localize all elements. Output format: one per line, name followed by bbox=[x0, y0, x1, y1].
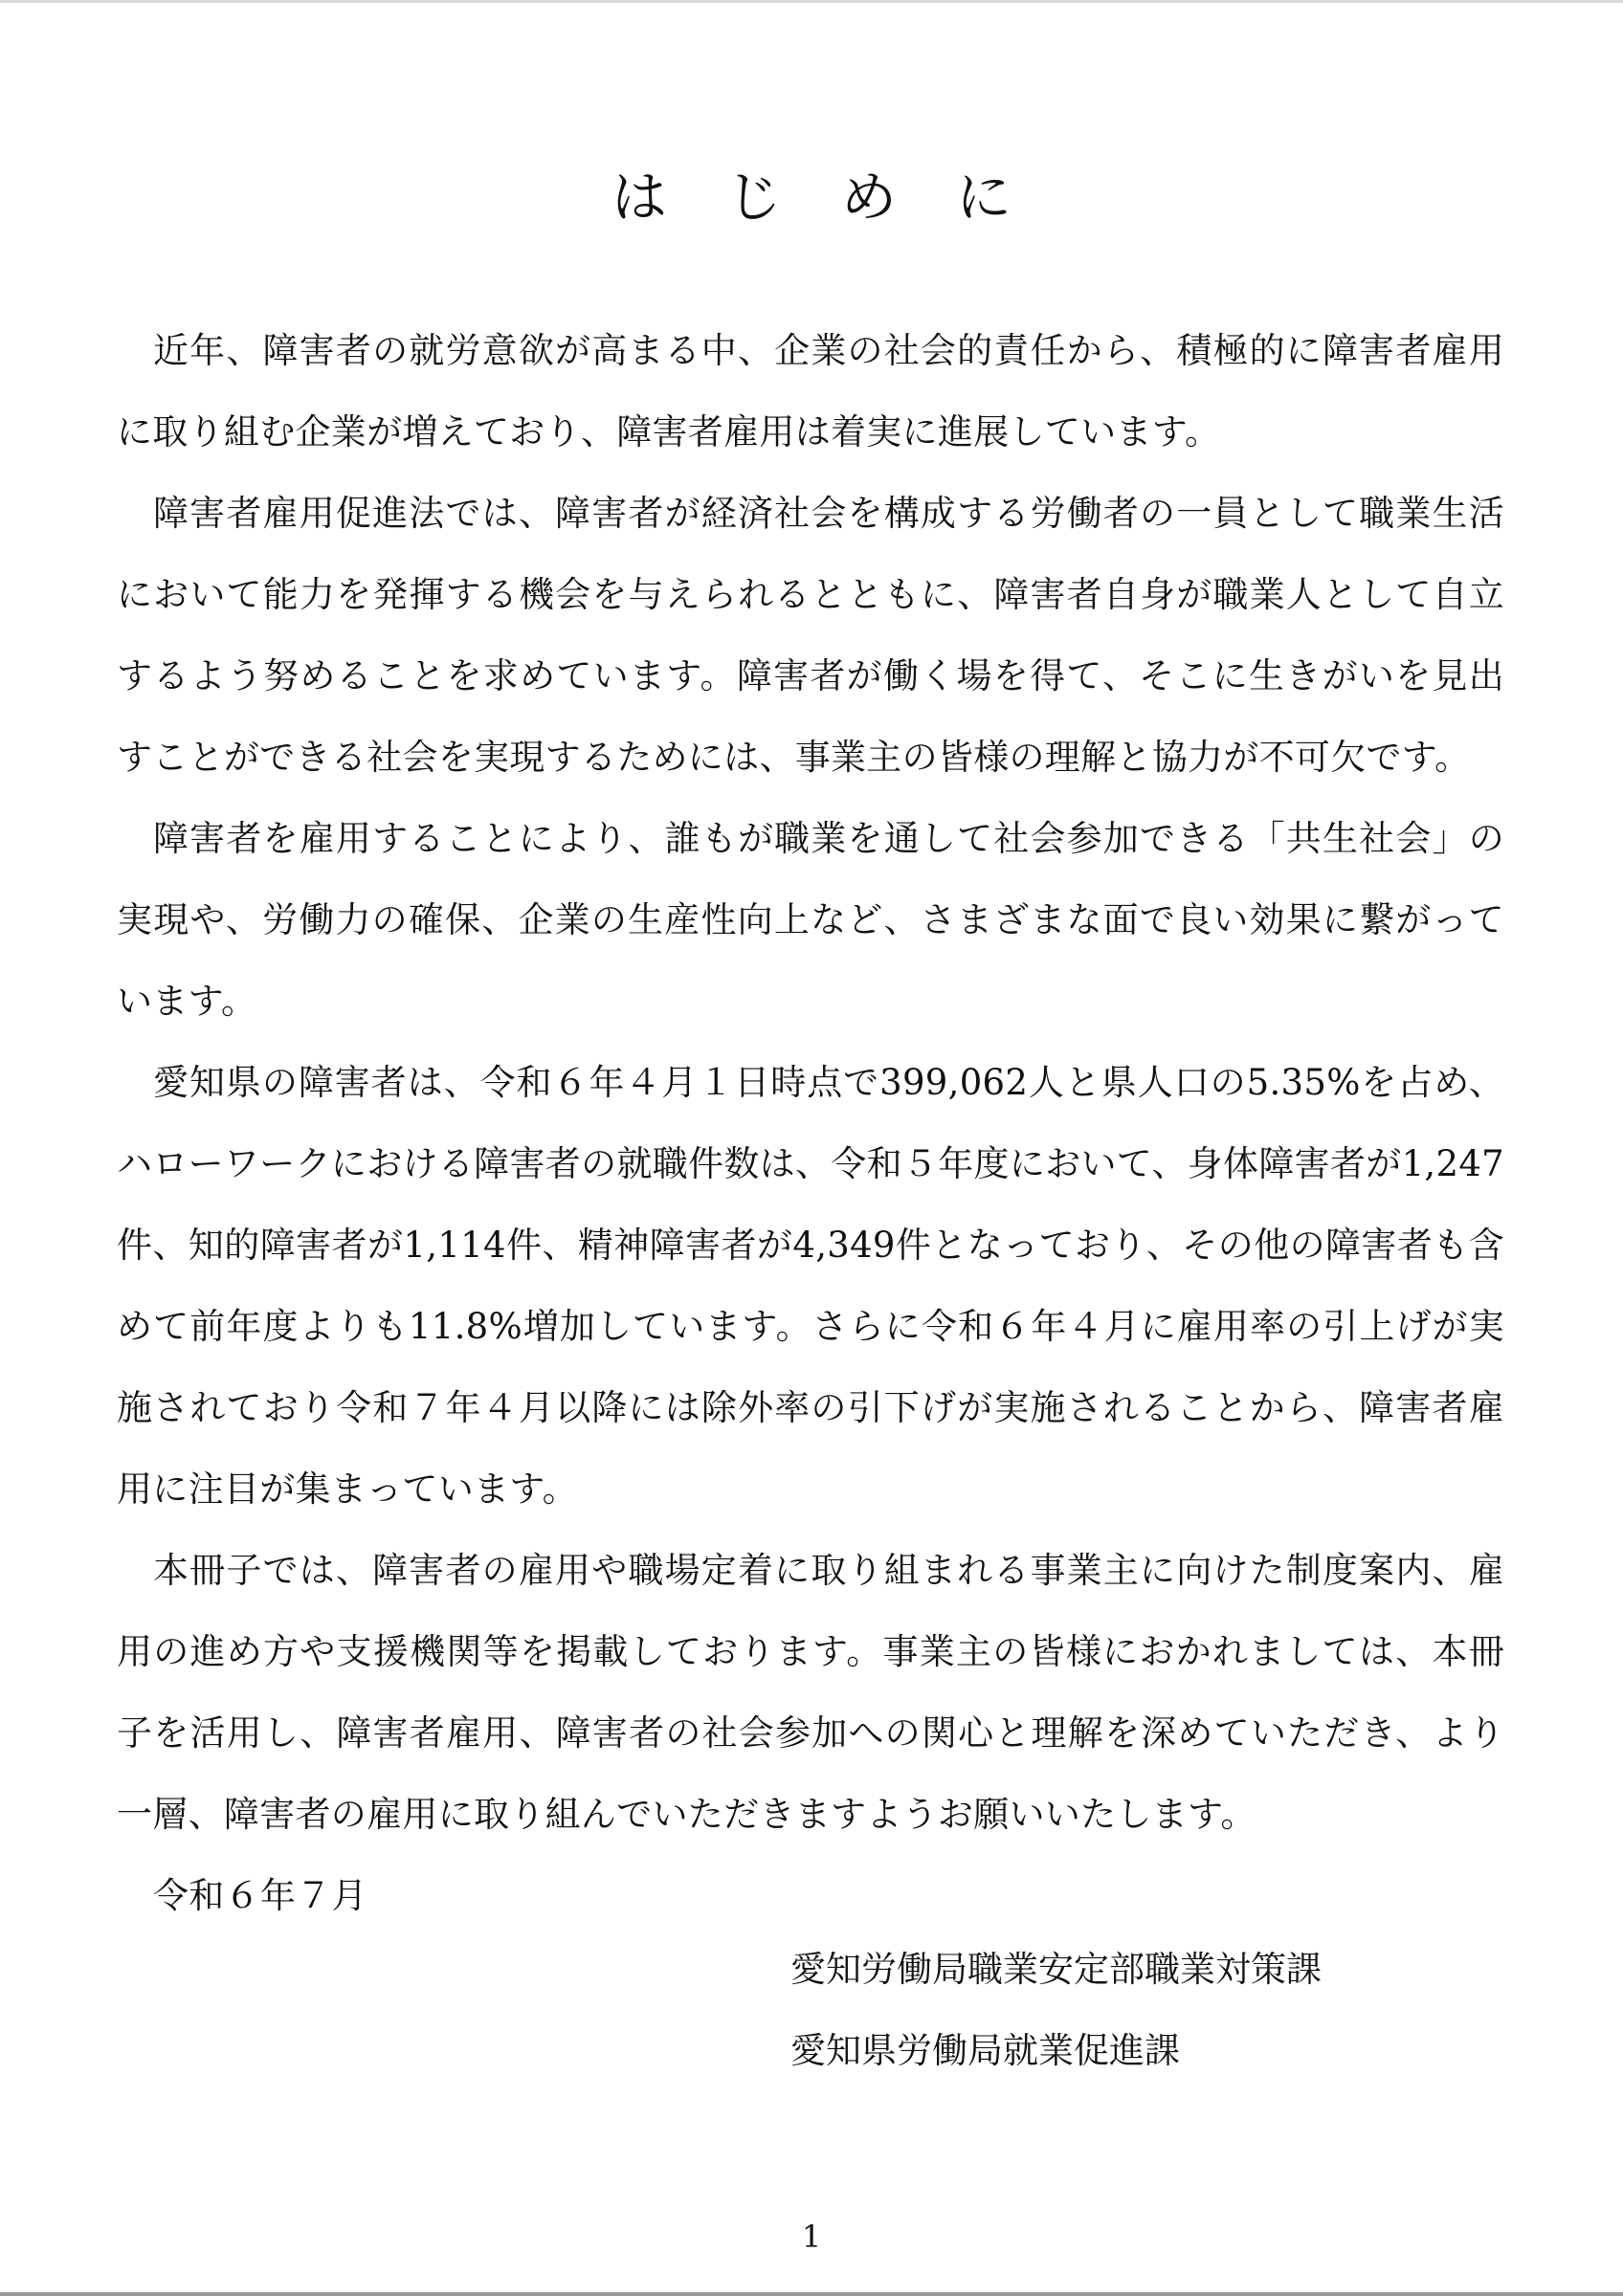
document-date: 令和６年７月 bbox=[153, 1875, 367, 1916]
page-bottom-edge bbox=[0, 2292, 1623, 2296]
signatory-prefecture-bureau: 愛知県労働局就業促進課 bbox=[790, 2030, 1180, 2071]
paragraph-inclusive-society: 障害者を雇用することにより、誰もが職業を通して社会参加できる「共生社会」の実現や、労働力の確保、企業の生産性向上など、さまざまな面で良い効果に繋がっています。 bbox=[117, 818, 1504, 1022]
paragraph-booklet-purpose: 本冊子では、障害者の雇用や職場定着に取り組まれる事業主に向けた制度案内、雇用の進め方や支援機関等を掲載しております。事業主の皆様におかれましては、本冊子を活用し、障害者雇用、障害者の社会参加への関心と理解を深めていただき、より一層、障害者の雇用に取り組んでいただきますようお願いいたします。 bbox=[117, 1550, 1504, 1835]
paragraph-employment-promotion-law: 障害者雇用促進法では、障害者が経済社会を構成する労働者の一員として職業生活において能力を発揮する機会を与えられるとともに、障害者自身が職業人として自立するよう努めることを求めています。障害者が働く場を得て、そこに生きがいを見出すことができる社会を実現するためには、事業主の皆様の理解と協力が不可欠です。 bbox=[117, 493, 1504, 778]
page-top-edge bbox=[0, 0, 1623, 3]
paragraph-aichi-statistics: 愛知県の障害者は、令和６年４月１日時点で399,062人と県人口の5.35%を占め、ハローワークにおける障害者の就職件数は、令和５年度において、身体障害者が1,247件、知的障害者が1,114件、精神障害者が4,349件となっており、その他の障害者も含めて前年度よりも11.8%増加しています。さらに令和６年４月に雇用率の引上げが実施されており令和７年４月以降には除外率の引下げが実施されることから、障害者雇用に注目が集まっています。 bbox=[117, 1062, 1504, 1510]
page-title: はじめに bbox=[611, 165, 1071, 230]
paragraph-intro: 近年、障害者の就労意欲が高まる中、企業の社会的責任から、積極的に障害者雇用に取り組む企業が増えており、障害者雇用は着実に進展しています。 bbox=[117, 330, 1504, 453]
signatory-labour-bureau: 愛知労働局職業安定部職業対策課 bbox=[790, 1949, 1322, 1990]
page-number: 1 bbox=[801, 2219, 822, 2255]
document-body bbox=[117, 310, 1504, 1936]
signature-block bbox=[790, 1929, 1322, 2091]
